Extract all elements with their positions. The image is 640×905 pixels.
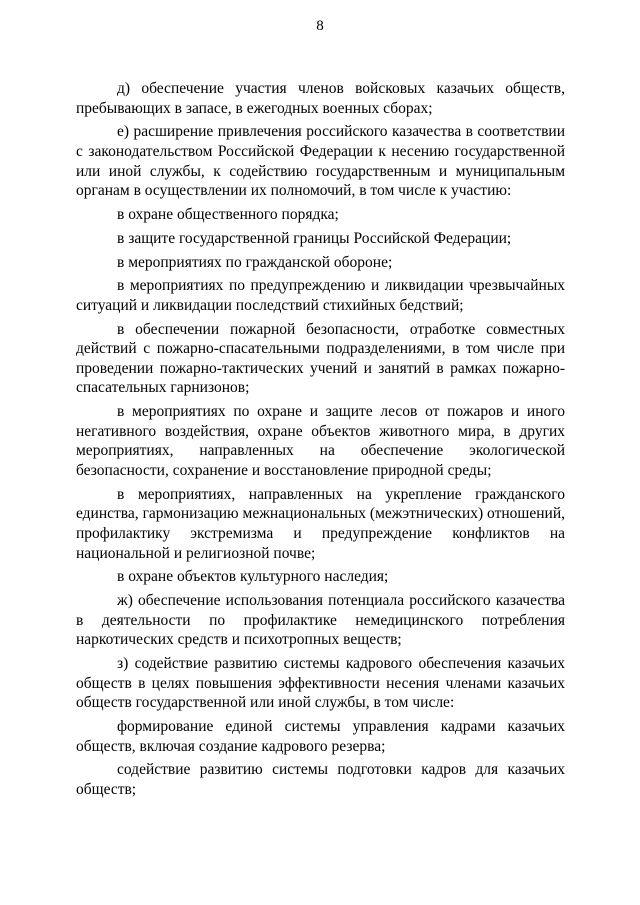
list-item-cultural-heritage: в охране объектов культурного наследия; [117, 568, 389, 586]
paragraph-zh: ж) обеспечение использования потенциала российского казачества в деятельности по профилактике немедицинского потребления наркотических средств и психотропных веществ; [76, 592, 565, 649]
list-item-civic-unity: в мероприятиях, направленных на укрепление гражданского единства, гармонизацию межнациональных (межэтнических) отношений, профилактику экстремизма и предупреждение конфликтов на национальной и религиозной почве; [76, 485, 565, 562]
list-item-emergencies: в мероприятиях по предупреждению и ликвидации чрезвычайных ситуаций и ликвидации последствий стихийных бедствий; [76, 277, 565, 314]
page-number: 8 [316, 18, 324, 34]
list-item-forest-protection: в мероприятиях по охране и защите лесов от пожаров и иного негативного воздействия, охране объектов животного мира, в других мероприятиях, направленных на обеспечение экологической безопасности, сохранение и восстановление природной среды; [76, 403, 565, 479]
list-item-personnel-training: содействие развитию системы подготовки кадров для казачьих обществ; [76, 761, 565, 799]
paragraph-e: е) расширение привлечения российского казачества в соответствии с законодательством Российской Федерации к несению государственной или иной службы, к содействию государственным и муниципальным органам в осуществлении их полномочий, в том числе к участию: [76, 123, 565, 200]
paragraph-z: з) содействие развитию системы кадрового обеспечения казачьих обществ в целях повышения эффективности несения членами казачьих обществ государственной или иной службы, в том числе: [76, 655, 565, 712]
paragraph-d: д) обеспечение участия членов войсковых казачьих обществ, пребывающих в запасе, в ежегодных военных сборах; [76, 80, 565, 117]
list-item-border-protection: в защите государственной границы Российской Федерации; [117, 229, 512, 247]
list-item-fire-safety: в обеспечении пожарной безопасности, отработке совместных действий с пожарно-спасательными подразделениями, в том числе при проведении пожарно-тактических учений и занятий в рамках пожарно-спасательных гарнизонов; [76, 320, 565, 397]
list-item-public-order: в охране общественного порядка; [117, 205, 339, 223]
list-item-personnel-management: формирование единой системы управления кадрами казачьих обществ, включая создание кадрового резерва; [76, 718, 565, 755]
list-item-civil-defense: в мероприятиях по гражданской обороне; [117, 253, 393, 271]
document-body [76, 79, 565, 804]
